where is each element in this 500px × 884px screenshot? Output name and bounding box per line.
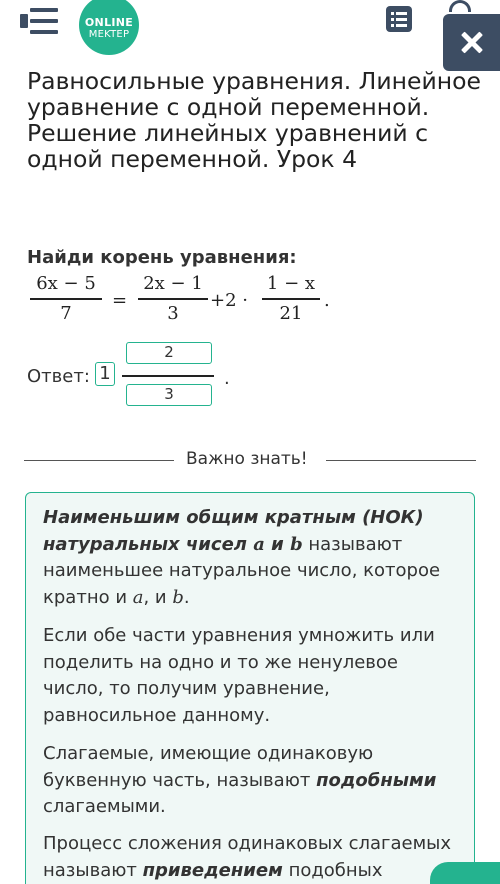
- equation-end: .: [324, 290, 330, 311]
- top-bar: [0, 0, 500, 62]
- third-denominator: 21: [279, 302, 303, 324]
- answer-label: Ответ:: [27, 366, 90, 387]
- answer-end: .: [224, 368, 230, 389]
- equation: [30, 272, 360, 332]
- theory-paragraph-reduction: Процесс сложения одинаковых слагаемых называют приведением подобных: [43, 833, 452, 881]
- third-numerator: 1 − x: [266, 273, 316, 294]
- task-list-icon[interactable]: [386, 6, 412, 32]
- theory-paragraph-equivalence: Если обе части уравнения умножить или поделить на одно и то же ненулевое число, то получим уравнение, равносильное данному.: [43, 625, 435, 726]
- second-fraction: [138, 272, 208, 326]
- close-button[interactable]: [443, 14, 500, 71]
- third-fraction: [262, 272, 320, 326]
- logo-line1: ONLINE: [84, 15, 134, 29]
- partial-icon: [449, 0, 471, 12]
- important-label: Важно знать!: [186, 449, 308, 469]
- equals-sign: =: [112, 290, 128, 311]
- lhs-numerator: 6x − 5: [36, 273, 96, 294]
- second-denominator: 3: [167, 302, 179, 324]
- reduction-term: приведением: [142, 859, 283, 881]
- divider-right: [326, 460, 476, 461]
- theory-card: [25, 492, 475, 884]
- second-numerator: 2x − 1: [143, 273, 203, 294]
- answer-fraction-bar: [122, 375, 214, 377]
- answer-numerator-input[interactable]: 2: [126, 342, 212, 364]
- theory-paragraph-lcm: Наименьшим общим кратным (НОК) натуральных чисел a и b называют наименьшее натуральное число, которое кратно и a, и b.: [43, 507, 441, 608]
- lhs-fraction: [30, 272, 102, 326]
- logo-line2: MEKTEP: [88, 28, 130, 40]
- divider-left: [24, 460, 174, 461]
- lcm-definition-term: Наименьшим общим кратным (НОК) натуральных чисел: [43, 507, 424, 555]
- lesson-title: Равносильные уравнения. Линейное уравнение с одной переменной. Решение линейных уравнений с одной переменной. Урок 4: [27, 67, 481, 173]
- plus-two: +2 ·: [210, 290, 248, 311]
- task-heading: Найди корень уравнения:: [27, 247, 297, 268]
- answer-denominator-input[interactable]: 3: [126, 384, 212, 406]
- similar-terms-term: подобными: [316, 769, 437, 791]
- help-button[interactable]: [430, 862, 500, 884]
- answer-whole-input[interactable]: 1: [95, 362, 115, 386]
- online-mektep-logo[interactable]: [79, 0, 139, 55]
- menu-icon[interactable]: [20, 6, 58, 36]
- lhs-denominator: 7: [60, 302, 72, 324]
- theory-paragraph-similar-terms: Слагаемые, имеющие одинаковую буквенную часть, называют подобными слагаемыми.: [43, 743, 437, 817]
